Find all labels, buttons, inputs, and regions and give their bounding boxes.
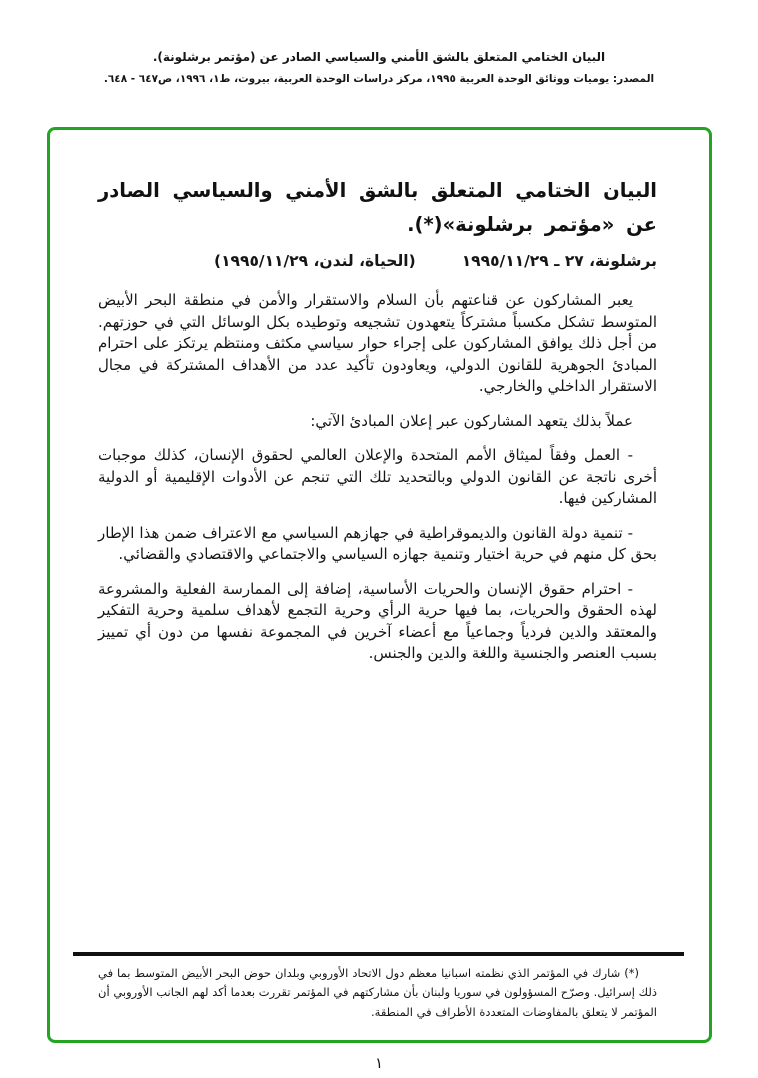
body-paragraph-bullet: - العمل وفقاً لميثاق الأمم المتحدة والإعلان العالمي لحقوق الإنسان، كذلك موجبات أخرى ناتجة عن القانون الدولي وبالتحديد تلك التي تنجم عن الأدوات الإقليمية أو الدولية المشاركين فيها.: [98, 446, 657, 507]
body-paragraph: يعبر المشاركون عن قناعتهم بأن السلام والاستقرار والأمن في منطقة البحر الأبيض المتوسط تشكل مكسباً مشتركاً يتعهدون تشجيعه وتوطيده بكل الوسائل التي في حوزتهم. من أجل ذلك يوافق المشاركون على إجراء حوار سياسي مكثف ومنتظم يرتكز على احترام المبادئ الجوهرية للقانون الدولي، ويعاودون تأكيد عدد من الأهداف المشتركة في مجال الاستقرار الداخلي والخارجي.: [98, 291, 657, 395]
dateline-newspaper-source: (الحياة، لندن، ١٩٩٥/١١/٢٩): [214, 252, 416, 270]
footnote-text: (*) شارك في المؤتمر الذي نظمته اسبانيا معظم دول الاتحاد الأوروبي وبلدان حوض البحر الأبيض المتوسط بما في ذلك إسرائيل. وصرّح المسؤولون في سوريا ولبنان بأن مشاركتهم في المؤتمر تقررت بعدما أكد لهم الجانب الأوروبي أن المؤتمر لا يتعلق بالمفاوضات المتعددة الأطراف في المنطقة.: [98, 965, 657, 1019]
page-header: [0, 50, 758, 85]
document-title: البيان الختامي المتعلق بالشق الأمني والسياسي الصادر عن «مؤتمر برشلونة»(*).: [98, 179, 657, 236]
footnote-section: [98, 952, 657, 1023]
document-page: [50, 130, 709, 1040]
header-caption-title: البيان الختامي المتعلق بالشق الأمني والسياسي الصادر عن (مؤتمر برشلونة).: [152, 50, 606, 64]
page-number: ١: [374, 1054, 384, 1072]
body-paragraph: عملاً بذلك يتعهد المشاركون عبر إعلان المبادئ الآتي:: [310, 411, 633, 430]
body-paragraph-bullet: - احترام حقوق الإنسان والحريات الأساسية، إضافة إلى الممارسة الفعلية والمشروعة لهذه الحقوق والحريات، بما فيها حرية الرأي وحرية التجمع لأهداف سلمية وحرية التفكير والمعتقد والدين فردياً وجماعياً مع أعضاء آخرين في المجموعة نفسها من دون أي تمييز بسبب العنصر والجنسية واللغة والدين والجنس.: [98, 579, 657, 662]
dateline-place-date: برشلونة، ٢٧ ـ ١٩٩٥/١١/٢٩: [461, 252, 657, 270]
header-source-citation: المصدر: يوميات ووثائق الوحدة العربية ١٩٩٥، مركز دراسات الوحدة العربية، بيروت، ط١، ١٩٩٦، ص٦٤٧ - ٦٤٨.: [103, 73, 655, 85]
body-paragraph-bullet: - تنمية دولة القانون والديموقراطية في جهازهم السياسي مع الاعتراف ضمن هذا الإطار بحق كل منهم في حرية اختيار وتنمية جهازه السياسي والاجتماعي والاقتصادي والقضائي.: [98, 523, 657, 563]
footnote-divider: [73, 952, 684, 956]
dateline: [98, 252, 657, 270]
document-frame: [47, 127, 712, 1043]
